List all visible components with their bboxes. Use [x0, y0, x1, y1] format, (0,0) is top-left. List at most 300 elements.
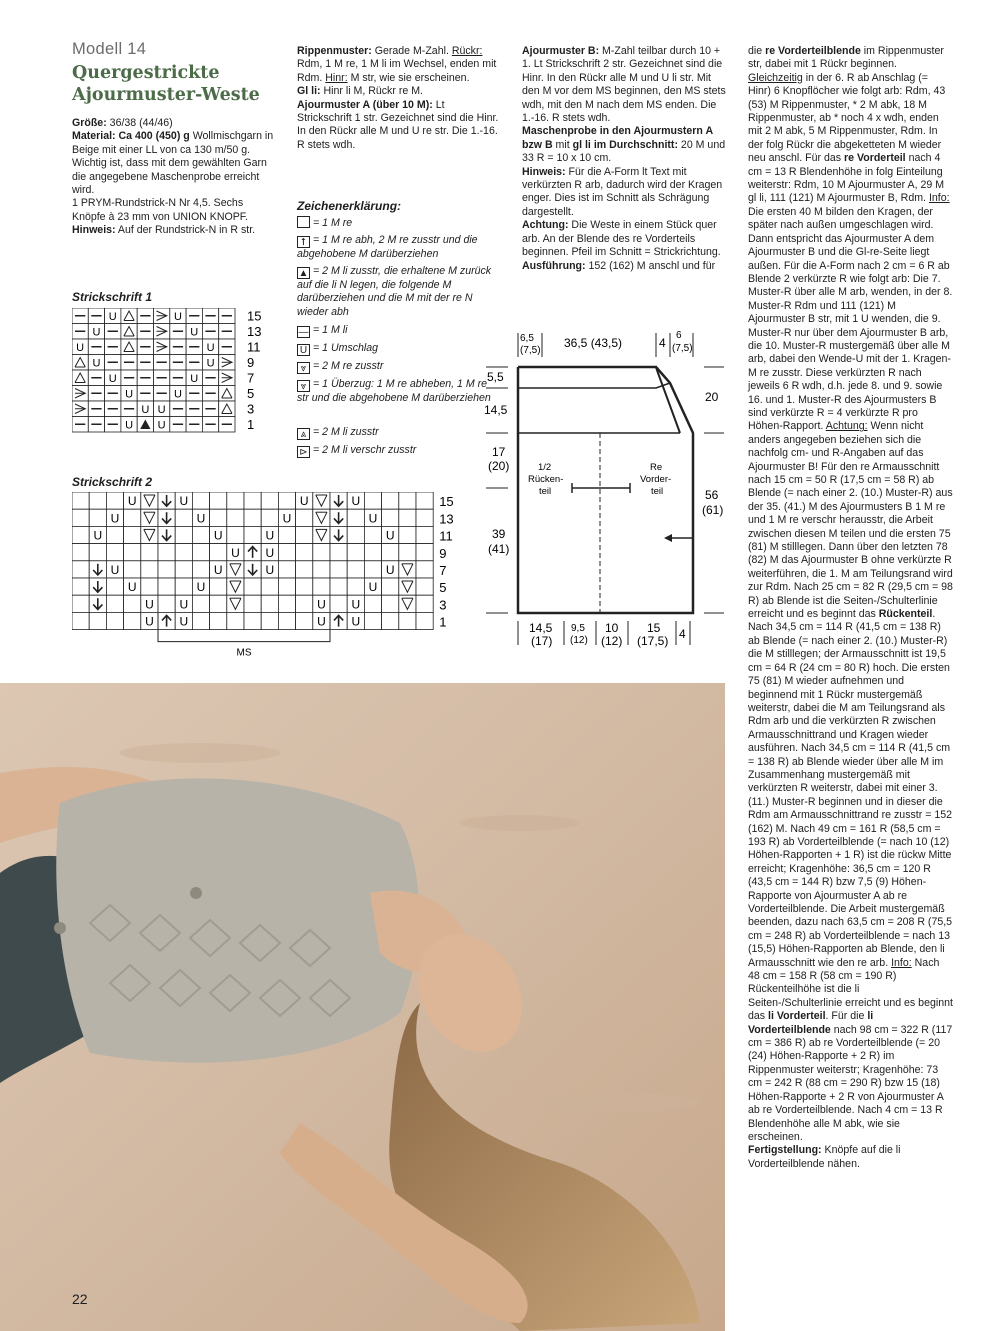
chart-2-cell [106, 544, 123, 561]
chart-2-cell [72, 561, 89, 578]
instructions-body [748, 45, 953, 1144]
chart-1-yarn-over: U [125, 419, 134, 432]
chart-2-yarn-over: U [145, 614, 154, 629]
chart-2-cell [382, 578, 399, 595]
chart-2-cell [106, 492, 123, 509]
chart-2-cell [347, 526, 364, 543]
chart-2-cell [278, 561, 295, 578]
chart-2-cell [296, 509, 313, 526]
chart-2-yarn-over: U [213, 563, 223, 577]
pattern-column [297, 45, 501, 152]
chart-2-cell [244, 578, 261, 595]
chart-2-cell [227, 492, 244, 509]
chart-2-cell [382, 544, 399, 561]
material-paragraph [72, 130, 278, 197]
ajour-b-paragraph [522, 45, 726, 125]
chart-2-cell [192, 526, 209, 543]
chart-2-cell [89, 612, 106, 629]
hint-text: Für die A-Form lt Text mit verkürzten R arb, dadurch wird der Kragen enger. Dies ist im Schnitt als Schrägung dargestellt. [522, 165, 723, 218]
chart-2-cell [192, 595, 209, 612]
chart-2-yarn-over: U [368, 511, 378, 526]
chart-2-yarn-over: U [265, 528, 275, 543]
size-paragraph [72, 117, 278, 130]
chart-2-cell [364, 544, 381, 561]
chart-2-yarn-over: U [299, 494, 309, 509]
chart-2-row-label: 3 [439, 597, 447, 613]
chart-1-row-label: 7 [247, 370, 255, 386]
chart-2-cell [244, 595, 261, 612]
dim-bottom-2: 9,5 [571, 623, 585, 634]
instructions-fragment: . Nach 34,5 cm = 114 R (41,5 cm = 138 R) ab Blende (= nach einer 2. (10.) Muster-R) die M stilllegen; der Armausschnitt ist 19,5 cm = 64 R (24 cm = 80 R) hoch. Die ersten 75 (81) M wieder aufnehmen und beginnend mit 1 Rückr mustergemäß weiterstr, dabei die M am Teilungsrand als Rdm arb und die verkürzten R zwischen Armausschnittrand und Kragen wieder ausführen. Nach 34,5 cm = 114 R (41,5 cm = 138 R) ab Blende wieder über alle M im Zusammenhang mustergemäß mit verkürzten R weiterstr, dabei mit einer 3. (11.) Muster-R beginnen und in dieser die Rdm am Armausschnittrand re zusstr = 152 (162) M. Nach 49 cm = 161 R (58,5 cm = 193 R) ab Vorderteilblende (= nach 10 (12) Höhen-Rapporten + 1 R) ist die rückw Mitte erreicht; Kragenhöhe: 36,5 cm = 120 R (43,5 cm = 144 R) bzw 7,5 (9) Höhen-Rapporte von Ajourmuster A ab re Vorderteilblende. Die Arbeit mustergemäß beenden, dazu nach 63,5 cm = 208 R (75,5 cm = 248 R) ab Vorderteilblende = nach 13 (15,5) Höhen-Rapporten ab Blende, den li Armausschnitt wie den re arb. [748, 608, 953, 969]
chart-2-cell [399, 492, 416, 509]
attention-label: Achtung: [522, 219, 569, 232]
legend-text: = 2 M li zusstr [313, 426, 379, 438]
chart-2-cell [106, 526, 123, 543]
beach-photo-image [0, 683, 725, 1331]
chart-2-cell [158, 595, 175, 612]
instructions-fragment: . Für die [825, 1010, 868, 1023]
chart-2-cell [192, 544, 209, 561]
chart-1-row-label: 3 [247, 401, 255, 417]
chart-2-cell [261, 612, 278, 629]
chart-2-cell [227, 612, 244, 629]
chart-2-cell [364, 612, 381, 629]
chart-2-cell [175, 509, 192, 526]
chart-1-title: Strickschrift 1 [72, 290, 153, 304]
chart-1-row-label: 1 [247, 417, 255, 432]
sk2p-symbol-icon: ⭡ [297, 236, 310, 248]
chart-2-yarn-over: U [385, 563, 395, 577]
legend-item [297, 342, 497, 356]
instructions-fragment: Nach 48 cm = 158 R (58 cm = 190 R) Rückenteilhöhe ist die li Seiten-/Schulterlinie erreicht und es beginnt das [748, 956, 953, 1023]
chart-2-cell [89, 492, 106, 509]
chart-2-cell [416, 492, 433, 509]
chart-2-cell [261, 509, 278, 526]
ajour-a-text: Lt Strickschrift 1 str. Gezeichnet sind die Hinr. In den Rückr alle M und U re str. Die 1.-16. R stets wdh. [297, 98, 499, 151]
instructions-fragment: Achtung: [825, 420, 868, 433]
chart-1-yarn-over: U [125, 388, 134, 401]
size-label: Größe: [72, 117, 107, 129]
chart-2-yarn-over: U [110, 511, 120, 526]
instructions-fragment: Info: [928, 192, 950, 205]
instructions-fragment: in der 6. R ab Anschlag (= Hinr) 6 Knopflöcher wie folgt arb: Rdm, 43 (53) M Rippenmuster, * 2 M abk, 18 M Rippenmuster, ab * noch 4 x wdh, enden mit 2 M abk, 5 M Rippenmuster, Rdm. In der folg Rückr die abgeketteten M wieder neu anschl. Für das [748, 71, 946, 165]
legend-text: = 1 M li [313, 324, 348, 336]
hint-paragraph [72, 224, 278, 237]
chart-1-yarn-over: U [157, 419, 166, 432]
dim-left-17: 17 [492, 445, 506, 459]
attention-text: Die Weste in einem Stück quer arb. An der Blende des re Vorderteils beginnen. Pfeil im Schnitt = Strickrichtung. [522, 219, 721, 259]
front-label-2: Vorder- [640, 474, 672, 485]
chart-2-cell [330, 595, 347, 612]
chart-1-row-label: 9 [247, 355, 255, 370]
legend-item [297, 265, 497, 319]
dim-left-20: (20) [488, 459, 510, 473]
chart-2-cell [278, 544, 295, 561]
chart-2-yarn-over: U [179, 614, 189, 629]
chart-1-yarn-over: U [206, 357, 215, 370]
chart-2-cell [210, 578, 227, 595]
instructions-fragment: nach 4 cm = 13 R Blendenhöhe in folg Einteilung weiterstr: Rdm, 10 M Ajourmuster A, 29 M gl li, 111 (121) M Ajourmuster B, Rdm. [748, 152, 945, 205]
chart-2-cell [192, 492, 209, 509]
p2tog-tbl-symbol-icon: ⊳ [297, 446, 310, 458]
legend-text: = 2 M re zusstr [313, 360, 384, 372]
ajour-a-paragraph [297, 99, 501, 153]
chart-2-cell [124, 544, 141, 561]
chart-1-yarn-over: U [92, 326, 101, 339]
chart-1-yarn-over: U [92, 357, 101, 370]
stockinette-paragraph [297, 85, 501, 98]
chart-2-cell [244, 492, 261, 509]
front-label-3: teil [651, 486, 664, 497]
chart-2-grid [72, 492, 472, 657]
rib-wrong-side: Rückr: [451, 45, 483, 57]
dim-left-145: 14,5 [484, 403, 508, 417]
chart-2-cell [278, 612, 295, 629]
instructions-fragment: li Vorderteilblende [748, 1010, 874, 1036]
legend-item [297, 444, 497, 458]
neck-line [518, 383, 670, 388]
legend-item [297, 360, 497, 374]
chart-2-yarn-over: U [368, 580, 378, 595]
title-line-2: Ajourmuster-Weste [72, 85, 260, 105]
legend-item [297, 234, 497, 261]
instructions-fragment: Die ersten 40 M bilden den Kragen, der später nach außen umgeschlagen wird. Dann entspricht das Ajourmuster A dem Ajourmuster B und die Gl-re-Seite liegt außen. Für die A-Form nach 2 cm = 6 R ab Blende 2 verkürzte R wie folgt arb: Die 7. Muster-R über alle M arb, wenden, in der 8. Muster-R Rdm und 111 (121) M Ajourmuster B str, mit 1 U wenden, die 9. Muster-R nur über dem Ajourmuster B arb, die 10. Muster-R mustergemäß über alle M arb, dabei den Wende-U mit der 1. Kragen-M re zusstr. Diese verkürzten R nach jeweils 6 R wdh, d.h. jede 8. und 9. sowie 16. und 1. Muster-R des Ajourmusters B sind verkürzte R = 4 verkürzte R pro Höhen-Rapport. [748, 205, 953, 433]
legend-title: Zeichenerklärung: [297, 199, 402, 213]
chart-2-cell [261, 595, 278, 612]
chart-2-cell [261, 492, 278, 509]
chart-2-cell [330, 578, 347, 595]
chart-2-cell [347, 509, 364, 526]
dim-left-39: 39 [492, 527, 506, 541]
legend-text: = 1 M re [313, 217, 353, 229]
chart-1-yarn-over: U [76, 342, 85, 354]
chart-2-cell [347, 578, 364, 595]
chart-2-cell [313, 544, 330, 561]
instructions-fragment: re Vorderteil [844, 152, 906, 165]
dim-left-55: 5,5 [487, 370, 504, 384]
gauge-label-2: gl li im Durchschnitt: [572, 138, 678, 151]
gauge-label: Maschenprobe in den Ajourmustern A bzw B [522, 125, 713, 151]
legend-text: = 2 M li zusstr, die erhaltene M zurück auf die li N legen, die folgende M darüberziehen und die M mit der re N wieder abh [297, 265, 492, 318]
chart-2-cell [89, 544, 106, 561]
instructions-fragment: re Vorderteilblende [765, 45, 861, 57]
chart-2-row-label: 15 [439, 494, 454, 510]
chart-2-yarn-over: U [351, 614, 361, 629]
attention-paragraph [522, 219, 726, 259]
chart-2-yarn-over: U [93, 528, 103, 543]
chart-2-cell [192, 561, 209, 578]
chart-2-cell [399, 509, 416, 526]
legend-text: = 1 M re abh, 2 M re zusstr und die abgehobene M darüberziehen [297, 234, 478, 260]
chart-2-cell [296, 612, 313, 629]
p2tog-symbol-icon: ⩓ [297, 428, 310, 440]
instructions-fragment: Info: [891, 956, 912, 969]
chart-2-cell [72, 578, 89, 595]
chart-2-row-label: 1 [439, 614, 447, 630]
dim-bottom-5: 4 [679, 627, 686, 641]
chart-2-cell [175, 578, 192, 595]
chart-2-cell [124, 595, 141, 612]
chart-2-cell [296, 526, 313, 543]
page-number: 22 [72, 1291, 88, 1307]
legend-text: = 1 Überzug: 1 M re abheben, 1 M re str und die abgehobene M darüberziehen [297, 378, 491, 404]
chart-2-yarn-over: U [351, 597, 361, 612]
chart-2-cell [124, 526, 141, 543]
dim-bottom-4: 15 [647, 621, 661, 635]
dim-top-mid: 36,5 (43,5) [564, 336, 623, 350]
chart-2-cell [227, 509, 244, 526]
rib-label: Rippenmuster: [297, 45, 372, 57]
dim-top-4: 4 [659, 336, 666, 350]
chart-2-cell [210, 612, 227, 629]
legend-item [297, 378, 497, 405]
chart-2-row-label: 7 [439, 563, 447, 578]
chart-2-yarn-over: U [196, 511, 206, 526]
chart-2-cell [416, 561, 433, 578]
chart-1-row-label: 11 [247, 339, 261, 355]
chart-2-cell [106, 612, 123, 629]
dim-top-left: 6,5 [520, 333, 534, 344]
finishing-paragraph [748, 1144, 953, 1171]
chart-2-title: Strickschrift 2 [72, 475, 153, 489]
chart-2-cell [106, 595, 123, 612]
chart-1-yarn-over: U [108, 373, 117, 385]
chart-2-cell [124, 612, 141, 629]
instructions-fragment: Rückenteil [878, 608, 933, 621]
chart-2-cell [416, 526, 433, 543]
chart-2-yarn-over: U [385, 528, 395, 543]
chart-2-cell [416, 509, 433, 526]
chart-2-yarn-over: U [127, 580, 137, 595]
chart-2-cell [244, 509, 261, 526]
materials-column [72, 117, 278, 238]
chart-2-cell [296, 595, 313, 612]
back-label-1: 1/2 [538, 462, 552, 473]
stockinette-label: Gl li: [297, 85, 321, 98]
chart-2-yarn-over: U [265, 545, 275, 560]
size-value: 36/38 (44/46) [106, 117, 173, 129]
chart-2-cell [416, 595, 433, 612]
chart-2-yarn-over: U [179, 597, 189, 612]
page-title [72, 62, 282, 106]
dim-top-left-2: (7,5) [520, 345, 541, 356]
purl-symbol-icon: — [298, 327, 309, 338]
rib-text-c: M str, wie sie erscheinen. [347, 71, 470, 84]
chart-2-cell [210, 595, 227, 612]
chart-2-yarn-over: U [213, 528, 223, 543]
title-line-1: Quergestrickte [72, 63, 220, 83]
gauge-paragraph [522, 125, 726, 165]
dim-right-56: 56 [705, 488, 719, 502]
hint-label: Hinweis: [522, 165, 566, 178]
chart-2-cell [72, 595, 89, 612]
chart-2-cell [192, 612, 209, 629]
chart-1-row-label: 15 [247, 308, 262, 324]
purl-dec-symbol-icon: ▲ [298, 268, 309, 279]
chart-2-cell [296, 544, 313, 561]
instructions-fragment: nach 98 cm = 322 R (117 cm = 386 R) ab re Vorderteilblende (= 20 (24) Höhen-Rapporte + 2 R) im Rippenmuster weiterstr; Kragenhöhe: 73 cm = 242 R (88 cm = 290 R) bzw 15 (18) Höhen-Rapporte + 2 R von Ajourmuster A ab re Vorderteilblende. Nach 4 cm = 13 R Blendenhöhe alle M abk, wie sie erscheinen. [748, 1023, 953, 1143]
legend-item [297, 426, 497, 440]
ms-label: MS [236, 647, 252, 657]
chart-1-yarn-over: U [173, 388, 182, 401]
hint-paragraph [522, 166, 726, 220]
chart-2-cell [141, 561, 158, 578]
k2tog-symbol-icon: ⩔ [297, 362, 310, 374]
ms-bracket [158, 630, 330, 642]
dim-bottom-1b: (17) [531, 634, 553, 648]
dim-bottom-1: 14,5 [529, 621, 553, 635]
model-number: Modell 14 [72, 40, 147, 58]
garment-schematic [480, 325, 730, 655]
chart-2-yarn-over: U [231, 545, 240, 560]
chart-1-grid [72, 308, 272, 448]
instructions-fragment: Gleichzeitig [748, 71, 803, 84]
knit-symbol-icon [297, 216, 310, 228]
chart-2-cell [244, 526, 261, 543]
finishing-text: Knöpfe auf die li Vorderteilblende nähen. [748, 1144, 901, 1170]
chart-2-yarn-over: U [351, 494, 361, 509]
chart-2-cell [313, 578, 330, 595]
chart-1-yarn-over: U [173, 311, 182, 323]
chart-2-cell [364, 561, 381, 578]
chart-2-cell [382, 612, 399, 629]
chart-1-yarn-over: U [206, 342, 215, 354]
dim-bottom-3: 10 [605, 621, 619, 635]
rib-text-a: Gerade M-Zahl. [371, 45, 452, 57]
instructions-paragraph [522, 260, 726, 273]
chart-1-yarn-over: U [190, 326, 199, 339]
chart-2-cell [158, 578, 175, 595]
ajour-b-text: M-Zahl teilbar durch 10 + 1. Lt Strickschrift 2 str. Gezeichnet sind die Hinr. In den Rückr alle M und U li str. Mit den M vor dem MS beginnen, den MS stets wdh, mit den M nach dem MS enden. Die 1.-16. R stets wdh. [522, 45, 726, 125]
chart-2-cell [158, 544, 175, 561]
material-text: Wollmischgarn in Beige mit einer LL von ca 130 m/50 g. Wichtig ist, dass mit dem gewählten Garn die angegebene Maschenprobe erreicht wird. [72, 130, 274, 197]
chart-2-cell [141, 578, 158, 595]
dim-left-41: (41) [488, 542, 510, 556]
chart-2-cell [278, 492, 295, 509]
chart-2-cell [72, 526, 89, 543]
chart-2-cell [158, 561, 175, 578]
instructions-fragment: li Vorderteil [768, 1010, 826, 1023]
chart-1-yarn-over: U [190, 373, 199, 385]
rib-right-side: Hinr: [325, 71, 348, 84]
yarn-over-symbol-icon: U [297, 344, 310, 356]
ajour-b-label: Ajourmuster B: [522, 45, 600, 57]
collar-slope [656, 367, 680, 433]
rib-text-b: Rdm, 1 M re, 1 M li im Wechsel, enden mit Rdm. [297, 58, 497, 84]
chart-2-row-label: 9 [439, 545, 447, 561]
hint-text: Auf der Rundstrick-N in R str. [115, 224, 256, 237]
chart-2-row-label: 5 [439, 580, 447, 596]
chart-2-cell [399, 526, 416, 543]
chart-2-cell [347, 561, 364, 578]
chart-2-cell [382, 509, 399, 526]
material-label: Material: Ca 400 (450) g [72, 130, 190, 143]
chart-2-cell [416, 544, 433, 561]
chart-2-cell [278, 595, 295, 612]
front-label-1: Re [650, 462, 663, 473]
chart-2-yarn-over: U [145, 597, 154, 612]
legend-item [297, 216, 497, 230]
dim-bottom-2b: (12) [570, 635, 588, 646]
instructions-fragment: im Rippenmuster str, dabei mit 1 Rückr beginnen. [748, 45, 944, 71]
hint-label: Hinweis: [72, 224, 116, 237]
chart-2-cell [382, 492, 399, 509]
chart-2-cell [399, 544, 416, 561]
gauge-mid: mit [552, 138, 573, 151]
chart-2-cell [210, 509, 227, 526]
chart-2-cell [399, 612, 416, 629]
chart-2-cell [72, 612, 89, 629]
chart-1-row-label: 5 [247, 386, 255, 401]
chart-2-cell [124, 561, 141, 578]
chart-2-cell [175, 544, 192, 561]
chart-2-cell [72, 544, 89, 561]
chart-2-yarn-over: U [282, 511, 292, 526]
chart-1-yarn-over: U [141, 404, 150, 416]
instructions-label: Ausführung: [522, 259, 586, 272]
back-label-3: teil [539, 486, 552, 497]
chart-2-cell [364, 595, 381, 612]
stockinette-text: Hinr li M, Rückr re M. [320, 85, 423, 98]
chart-2-cell [106, 578, 123, 595]
instructions-column [748, 45, 953, 1171]
chart-2-cell [175, 526, 192, 543]
chart-2-yarn-over: U [317, 614, 326, 629]
chart-2-cell [296, 561, 313, 578]
finishing-label: Fertigstellung: [748, 1144, 822, 1157]
chart-2-yarn-over: U [110, 563, 120, 577]
gauge-text: 20 M und 33 R = 10 x 10 cm. [522, 138, 726, 165]
chart-2-cell [296, 578, 313, 595]
legend-text: = 1 Umschlag [313, 342, 379, 354]
chart-2-cell [278, 578, 295, 595]
chart-2-row-label: 11 [439, 528, 453, 544]
chart-2-yarn-over: U [127, 494, 137, 509]
chart-2-yarn-over: U [265, 563, 275, 577]
chart-2-cell [244, 612, 261, 629]
chart-2-cell [347, 544, 364, 561]
chart-2-cell [382, 595, 399, 612]
dim-right-61: (61) [702, 503, 724, 517]
chart-2-cell [124, 509, 141, 526]
chart-1-row-label: 13 [247, 324, 262, 339]
ajour-b-column [522, 45, 726, 273]
chart-2-cell [416, 612, 433, 629]
chart-2-cell [210, 492, 227, 509]
chart-1-yarn-over: U [108, 311, 117, 323]
chart-2-yarn-over: U [317, 597, 326, 612]
dim-bottom-3b: (12) [601, 634, 623, 648]
back-label-2: Rücken- [528, 474, 564, 485]
arrow-left-icon [664, 534, 672, 542]
instructions-text: 152 (162) M anschl und für [585, 259, 716, 272]
legend-text: = 2 M li verschr zusstr [313, 444, 417, 456]
chart-2-cell [330, 544, 347, 561]
chart-2-cell [175, 561, 192, 578]
needles-paragraph: 1 PRYM-Rundstrick-N Nr 4,5. Sechs Knöpfe à 23 mm von UNION KNOPF. [72, 197, 249, 223]
chart-2-cell [261, 578, 278, 595]
chart-2-cell [416, 578, 433, 595]
chart-2-row-label: 13 [439, 511, 454, 527]
ajour-a-label: Ajourmuster A (über 10 M): [297, 98, 433, 111]
chart-1-yarn-over: U [157, 404, 166, 416]
instructions-fragment: Wenn nicht anders angegeben beziehen sich die nachfolg cm- und R-Angaben auf das Ajourmuster B! Für den re Armausschnitt nach 15 cm = 50 R (17,5 cm = 58 R) ab Blende (= nach einer 2. (10.) Muster-R) aus der 35. (41.) M des Ajourmusters B 1 M re und 1 M re verschr herausstr, die Arbeit zwischen diesen M teilen und die ersten 75 (81) M stilllegen. Dann über den letzten 78 (82) M das Ajourmuster B ohne verkürzte R weiterführen, die 1. M am Teilungsrand wird zur Rdm. Nach 25 cm = 82 R (29,5 cm = 98 R) ab Blende ist die Seiten-/Schulterlinie erreicht und es beginnt das [748, 420, 953, 621]
chart-2-cell [72, 492, 89, 509]
instructions-fragment: die [748, 45, 766, 57]
dim-top-right: 6 [676, 330, 682, 341]
model-photo [0, 683, 725, 1331]
chart-2-cell [364, 526, 381, 543]
